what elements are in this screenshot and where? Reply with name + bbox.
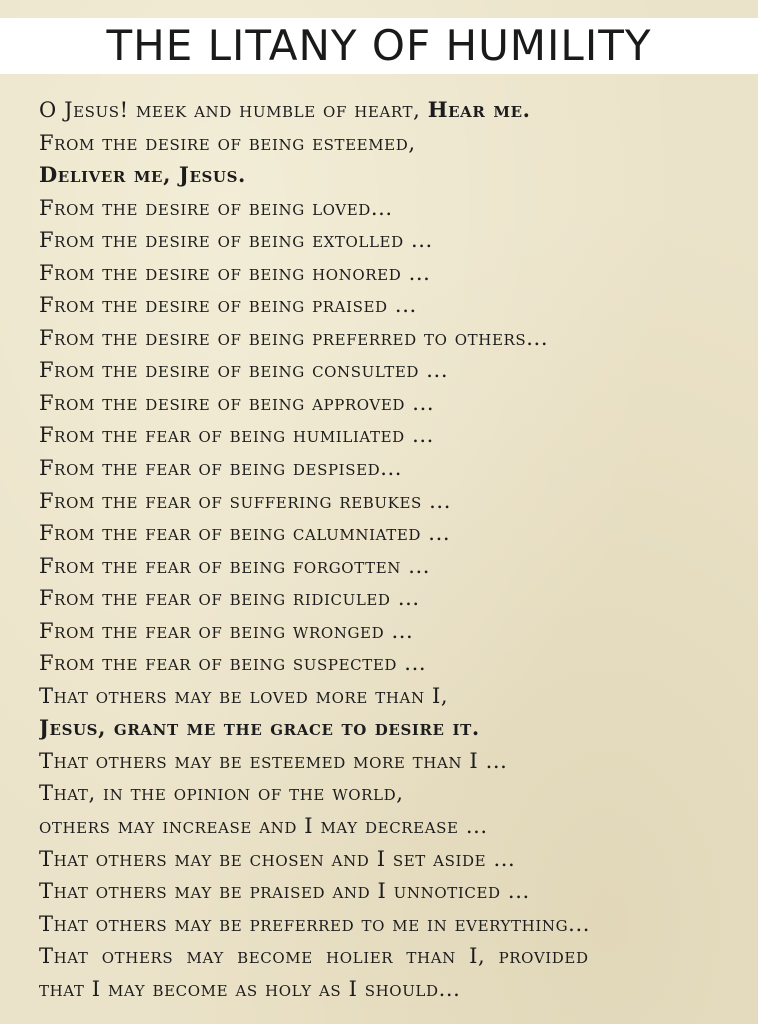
litany-line: From the desire of being praised ... [39,293,417,318]
litany-line: That others may be preferred to me in everything... [39,911,590,936]
litany-line: others may increase and I may decrease ... [39,814,488,839]
litany-line: That others may be loved more than I, [39,683,449,708]
litany-line: From the fear of being suspected ... [39,651,427,676]
response-line: Jesus, grant me the grace to desire it. [39,715,480,741]
litany-line: From the desire of being approved ... [39,390,435,415]
litany-line: From the fear of being despised... [39,456,403,481]
litany-line: From the fear of being wronged ... [39,618,414,643]
response-text: Hear me. [427,97,531,122]
litany-line: That others may be praised and I unnoticed ... [39,879,530,904]
litany-line: that I may become as holy as I should... [39,976,461,1001]
litany-line: From the fear of being calumniated ... [39,521,451,546]
litany-line: That others may be esteemed more than I ... [39,748,508,773]
invocation-text: O Jesus! meek and humble of heart, [39,98,421,122]
litany-line: From the desire of being honored ... [39,260,431,285]
litany-line: From the desire of being extolled ... [39,228,433,253]
litany-text [39,94,739,1005]
litany-line: From the fear of being humiliated ... [39,423,434,448]
title-banner [0,18,758,74]
litany-line: From the fear of suffering rebukes ... [39,488,451,513]
litany-line: That, in the opinion of the world, [39,781,404,806]
litany-line: From the desire of being loved... [39,195,393,220]
litany-line: That others may be chosen and I set aside ... [39,846,516,871]
litany-line: That others may become holier than I, provided [39,944,589,969]
response-line: Deliver me, Jesus. [39,162,246,188]
litany-line [39,94,739,127]
page-title: THE LITANY OF HUMILITY [106,21,652,70]
litany-line: From the desire of being preferred to others... [39,325,549,350]
litany-line: From the fear of being ridiculed ... [39,586,420,611]
litany-line: From the fear of being forgotten ... [39,553,431,578]
litany-line: From the desire of being esteemed, [39,130,416,155]
litany-line: From the desire of being consulted ... [39,358,449,383]
